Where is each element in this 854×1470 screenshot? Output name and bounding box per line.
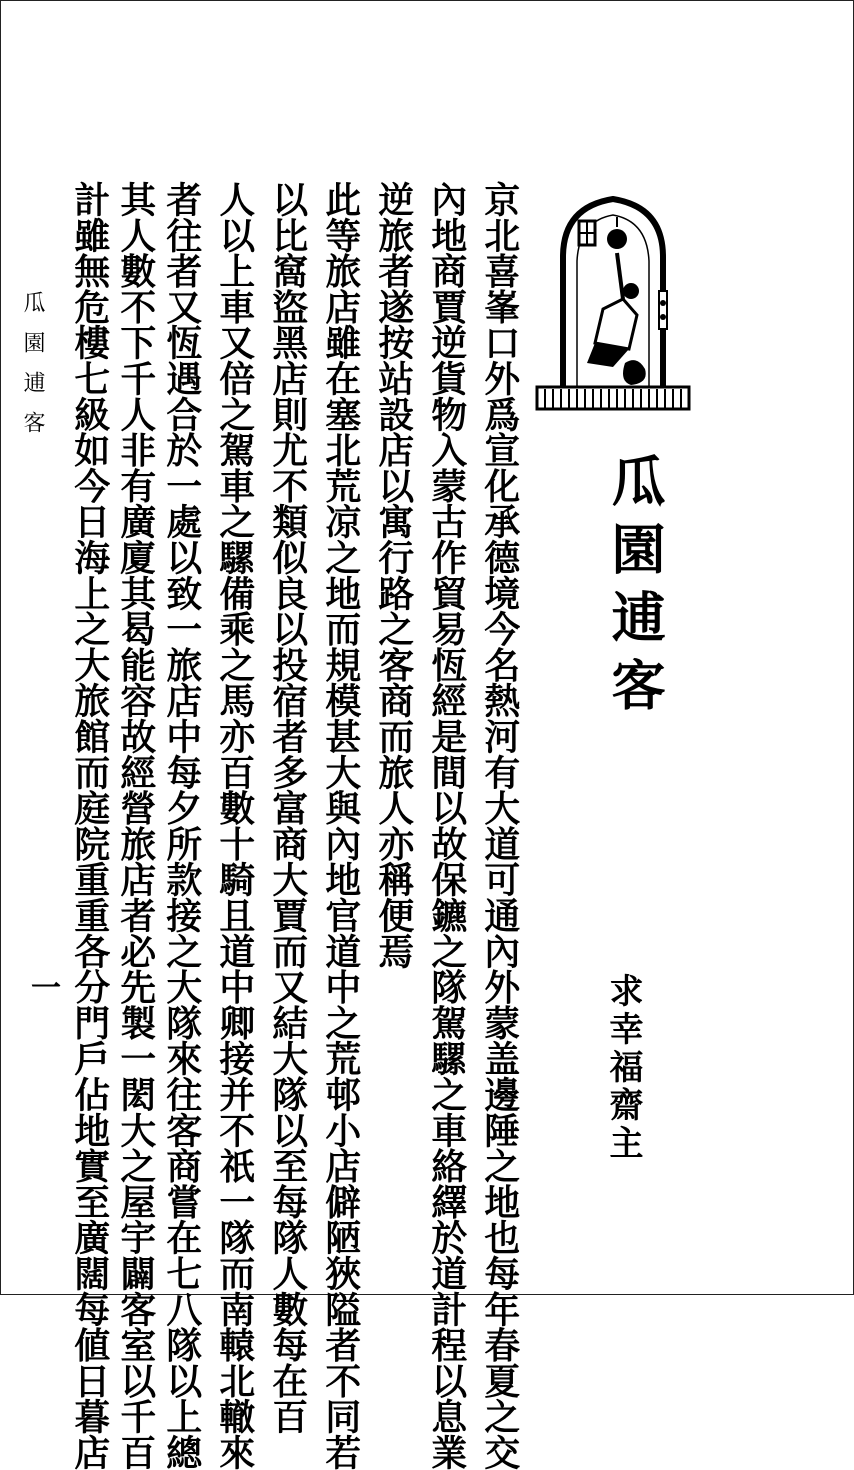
author-name: 求幸福齋主: [603, 973, 643, 1163]
text-column: 計雖無危樓七級如今日海上之大旅館而庭院重重各分門戶佔地實至廣闊每値日暮店: [68, 181, 111, 1470]
text-column: 其人數不下千人非有廣廈其曷能容故經營旅店者必先製一閎大之屋宇闢客室以千百: [114, 181, 157, 1470]
text-column: 者往者又恆遇合於一處以致一旅店中每夕所款接之大隊來往客商嘗在七八隊以上總: [160, 181, 203, 1470]
text-column: 京北喜峯口外爲宣化承德境今名熱河有大道可通內外蒙盖邊陲之地也每年春夏之交: [478, 181, 521, 1470]
text-column: 逆旅者遂按站設店以寓行路之客商而旅人亦稱便焉: [372, 181, 415, 969]
text-column: 此等旅店雖在塞北荒凉之地而規模甚大與內地官道中之荒邨小店僻陋狹隘者不同若: [319, 181, 362, 1470]
story-title: 瓜園逋客: [603, 453, 667, 725]
running-title: 瓜園逋客: [20, 291, 45, 451]
text-column: 人以上車又倍之駕車之騾備乘之馬亦百數十騎且道中卿接并不祇一隊而南轅北轍來: [213, 181, 256, 1470]
traveler-vignette-illustration: [533, 187, 693, 417]
text-column: 以比窩盜黑店則尤不類似良以投宿者多富商大賈而又結大隊以至每隊人數每在百: [266, 181, 309, 1434]
text-column: 內地商賈逆貨物入蒙古作貿易恆經是間以故保鑣之隊駕騾之車絡繹於道計程以息業: [425, 181, 468, 1470]
page-number: 一: [31, 971, 61, 1006]
